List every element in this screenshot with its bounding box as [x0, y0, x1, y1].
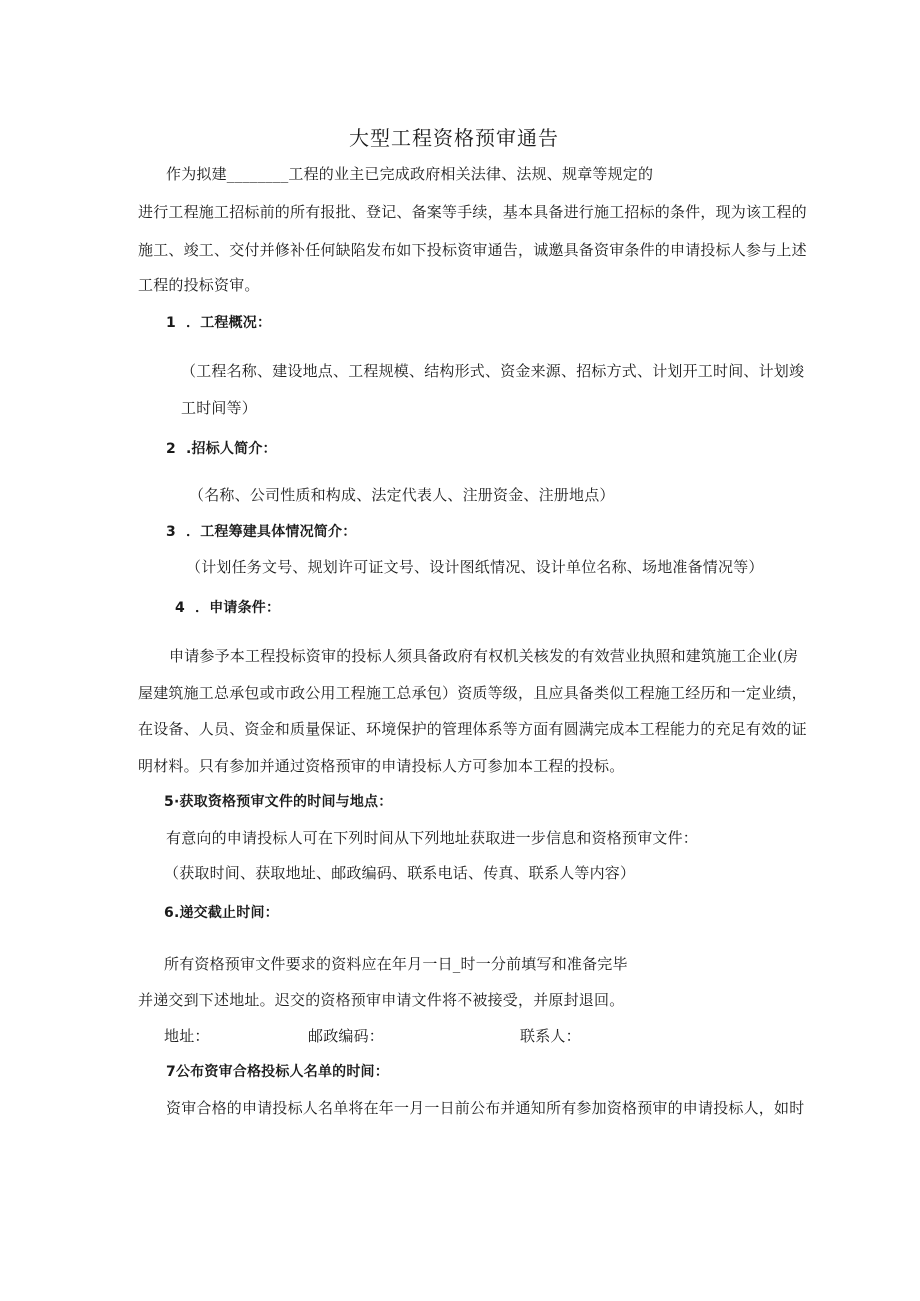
section-6-heading: 6.递交截止时间：	[164, 905, 279, 921]
section-2-number: 2	[166, 441, 176, 457]
section-4-body-2: 屋建筑施工总承包或市政公用工程施工总承包）资质等级，且应具备类似工程施工经历和一定业绩，	[138, 684, 807, 702]
address-label: 地址：	[164, 1027, 210, 1045]
section-6-body-2: 并递交到下述地址。迟交的资格预审申请文件将不被接受，并原封退回。	[138, 991, 625, 1009]
postcode-label: 邮政编码：	[308, 1027, 385, 1045]
section-1-number: 1	[166, 315, 176, 331]
section-3-title: ．工程筹建具体情况简介：	[186, 524, 357, 540]
section-3-body-1: （计划任务文号、规划许可证文号、设计图纸情况、设计单位名称、场地准备情况等）	[186, 558, 764, 576]
section-6-body-1: 所有资格预审文件要求的资料应在年月一日_时一分前填写和准备完毕	[164, 955, 628, 973]
contact-label: 联系人：	[520, 1027, 581, 1045]
section-4-number: 4	[175, 600, 185, 616]
section-7-body-1: 资审合格的申请投标人名单将在年一月一日前公布并通知所有参加资格预审的申请投标人，如时	[166, 1099, 805, 1117]
section-4-title: ．申请条件：	[195, 600, 281, 616]
section-5-body-2: （获取时间、获取地址、邮政编码、联系电话、传真、联系人等内容）	[164, 864, 636, 882]
intro-line-1: 作为拟建________工程的业主已完成政府相关法律、法规、规章等规定的	[166, 165, 654, 183]
section-5-heading: 5·获取资格预审文件的时间与地点：	[164, 794, 393, 810]
section-1-body-1: （工程名称、建设地点、工程规模、结构形式、资金来源、招标方式、计划开工时间、计划竣	[181, 362, 805, 380]
section-3-heading	[166, 522, 356, 542]
intro-line-3: 施工、竣工、交付并修补任何缺陷发布如下投标资审通告，诚邀具备资审条件的申请投标人参与上述	[138, 241, 807, 259]
section-4-body-1: 申请参予本工程投标资审的投标人须具备政府有权机关核发的有效营业执照和建筑施工企业(房	[169, 647, 799, 665]
section-4-body-3: 在设备、人员、资金和质量保证、环境保护的管理体系等方面有圆满完成本工程能力的充足有效的证	[138, 720, 807, 738]
section-1-heading	[166, 313, 271, 333]
section-4-heading	[175, 598, 280, 618]
section-2-heading	[166, 439, 277, 459]
section-5-body-1: 有意向的申请投标人可在下列时间从下列地址获取进一步信息和资格预审文件：	[166, 829, 699, 847]
section-4-body-4: 明材料。只有参加并通过资格预审的申请投标人方可参加本工程的投标。	[138, 757, 625, 775]
document-title: 大型工程资格预审通告	[349, 126, 559, 150]
section-2-title: .招标人简介：	[186, 441, 277, 457]
intro-line-2: 进行工程施工招标前的所有报批、登记、备案等手续，基本具备进行施工招标的条件，现为该工程的	[138, 203, 807, 221]
section-1-body-2: 工时间等）	[181, 399, 258, 417]
section-7-heading: 7公布资审合格投标人名单的时间：	[166, 1064, 389, 1080]
section-2-body-1: （名称、公司性质和构成、法定代表人、注册资金、注册地点）	[189, 486, 615, 504]
section-3-number: 3	[166, 524, 176, 540]
section-1-title: ．工程概况：	[186, 315, 272, 331]
intro-line-4: 工程的投标资审。	[138, 276, 260, 294]
